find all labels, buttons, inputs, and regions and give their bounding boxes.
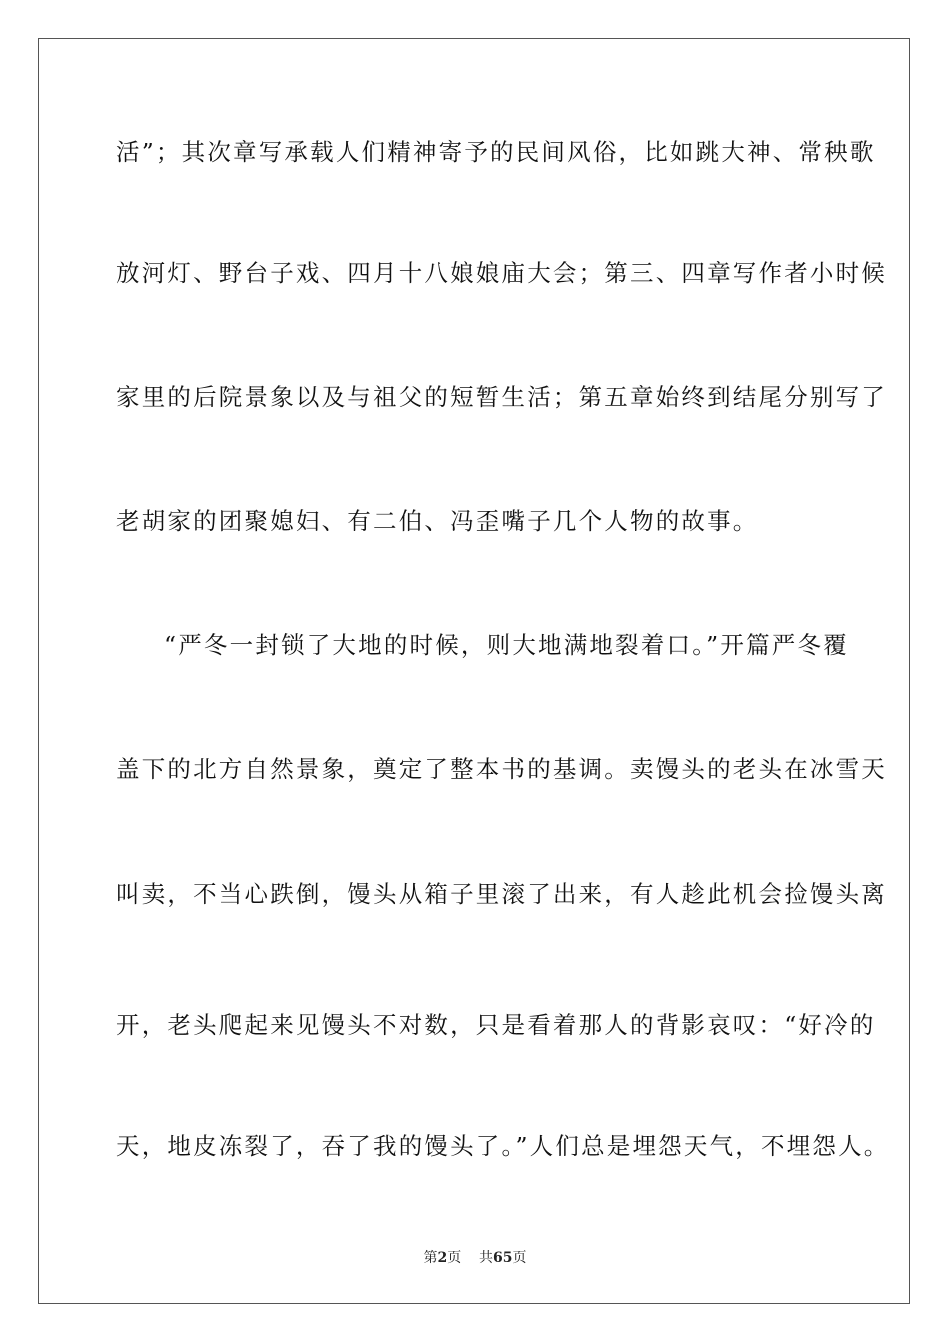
total-prefix: 共 xyxy=(479,1250,494,1266)
page-prefix: 第 xyxy=(423,1250,438,1266)
page-suffix: 页 xyxy=(447,1250,462,1266)
text-line-6: 盖下的北方自然景象，奠定了整本书的基调。卖馒头的老头在冰雪天 xyxy=(116,755,887,783)
text-line-2: 放河灯、野台子戏、四月十八娘娘庙大会；第三、四章写作者小时候 xyxy=(116,259,887,287)
page-footer xyxy=(0,1247,950,1267)
total-suffix: 页 xyxy=(512,1250,527,1266)
total-pages: 65 xyxy=(493,1250,513,1266)
text-line-3: 家里的后院景象以及与祖父的短暂生活；第五章始终到结尾分别写了 xyxy=(116,383,887,411)
text-line-9: 天，地皮冻裂了，吞了我的馒头了。”人们总是埋怨天气，不埋怨人。 xyxy=(116,1132,890,1160)
text-line-7: 叫卖，不当心跌倒，馒头从箱子里滚了出来，有人趁此机会捡馒头离 xyxy=(116,880,887,908)
page-number: 2 xyxy=(437,1250,448,1266)
page-frame xyxy=(38,38,910,1304)
text-line-4: 老胡家的团聚媳妇、有二伯、冯歪嘴子几个人物的故事。 xyxy=(116,507,759,535)
text-line-8: 开，老头爬起来见馒头不对数，只是看着那人的背影哀叹：“好冷的 xyxy=(116,1011,876,1039)
paragraph-2-first-line: “严冬一封锁了大地的时候，则大地满地裂着口。”开篇严冬覆 xyxy=(164,631,849,659)
text-line-1: 活”；其次章写承载人们精神寄予的民间风俗，比如跳大神、常秧歌 xyxy=(116,138,876,166)
